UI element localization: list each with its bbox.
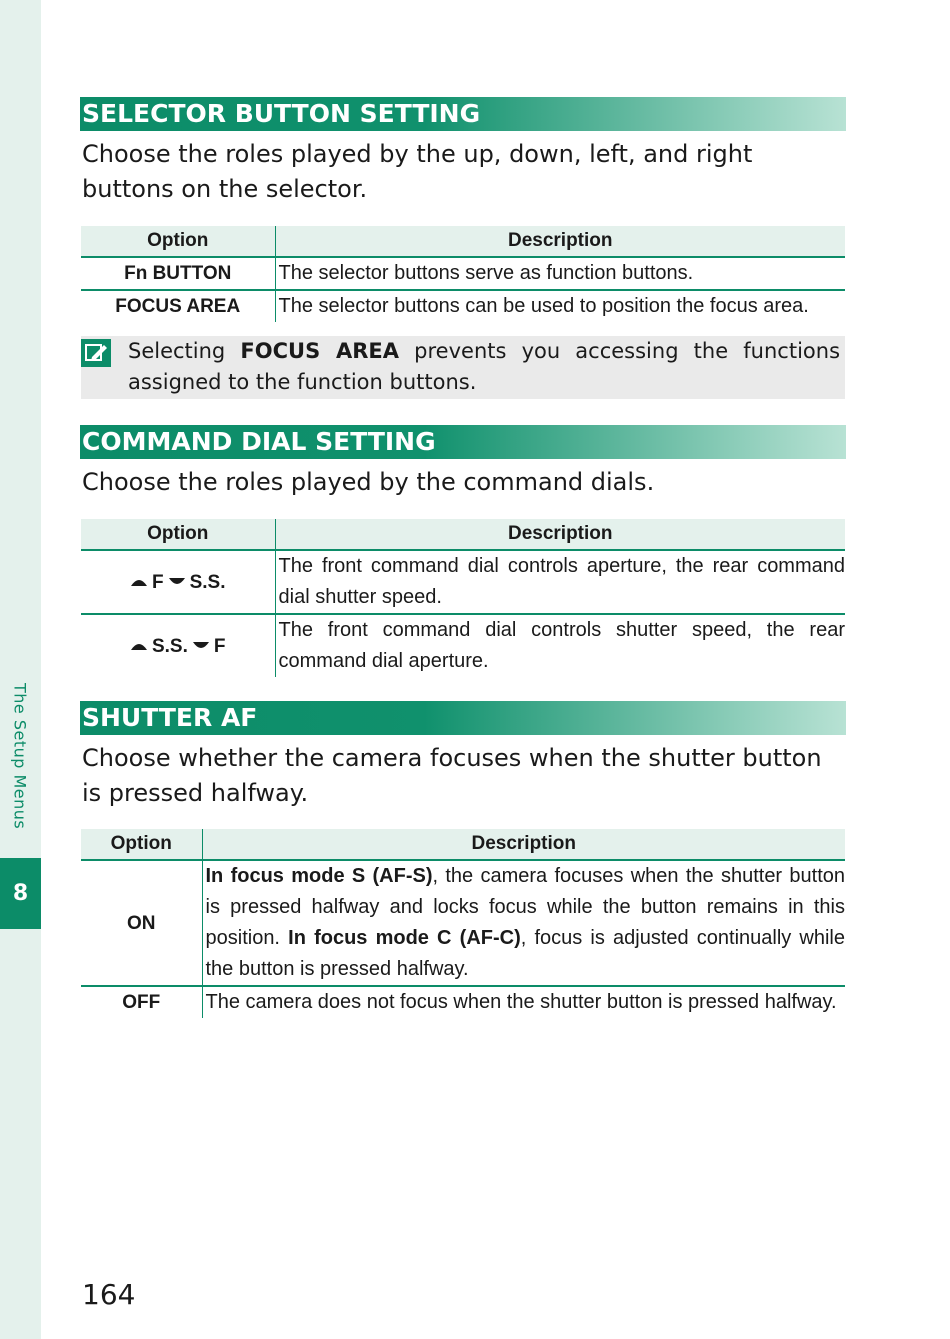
front-dial-icon [130, 641, 148, 651]
header-description: Description [275, 226, 845, 257]
section-title-selector: SELECTOR BUTTON SETTING [80, 97, 846, 131]
header-option: Option [81, 519, 275, 550]
table-header [81, 519, 845, 550]
option-cell: ON [81, 860, 202, 986]
note-box [81, 336, 845, 399]
header-option: Option [81, 829, 202, 860]
rear-dial-icon [168, 577, 186, 587]
table-row [81, 614, 845, 677]
table-row [81, 290, 845, 322]
shutter-table [81, 829, 845, 1018]
option-cell [81, 550, 275, 614]
section-intro-selector: Choose the roles played by the up, down, left, and right buttons on the selector. [82, 140, 753, 203]
note-bold: FOCUS AREA [240, 339, 400, 363]
option-cell: OFF [81, 986, 202, 1018]
table-header [81, 226, 845, 257]
table-row [81, 257, 845, 290]
rear-dial-icon [192, 641, 210, 651]
desc-bold: In focus mode C (AF-C) [288, 927, 521, 949]
section-intro-command: Choose the roles played by the command dials. [82, 468, 655, 496]
header-option: Option [81, 226, 275, 257]
description-cell: The front command dial controls aperture, the rear command dial shutter speed. [275, 550, 845, 614]
note-pencil-icon [81, 339, 111, 367]
table-header [81, 829, 845, 860]
section-title-command: COMMAND DIAL SETTING [80, 425, 846, 459]
dial-value-front: F [151, 571, 164, 593]
desc-bold: In focus mode S (AF-S) [205, 865, 433, 887]
note-pre: Selecting [128, 339, 226, 363]
description-cell [202, 860, 845, 986]
description-cell: The front command dial controls shutter speed, the rear command dial aperture. [278, 619, 845, 672]
section-title-shutter: SHUTTER AF [80, 701, 846, 735]
description-cell: The selector buttons serve as function buttons. [275, 257, 845, 290]
description-cell: The camera does not focus when the shutter button is pressed halfway. [205, 991, 837, 1013]
front-dial-icon [130, 577, 148, 587]
dial-value-rear: F [213, 635, 226, 657]
section-intro-shutter: Choose whether the camera focuses when the shutter button is pressed halfway. [82, 744, 822, 807]
header-description: Description [202, 829, 845, 860]
desc-text: , the camera focuses when the shutter button is pressed halfway and locks focus while the button remains in this position. [205, 865, 846, 949]
selector-table [81, 226, 845, 322]
page-number: 164 [82, 1278, 136, 1311]
desc-text: , focus is adjusted continually while the button is pressed halfway. [205, 927, 845, 980]
command-table [81, 519, 845, 677]
description-cell: The selector buttons can be used to position the focus area. [278, 295, 809, 317]
header-description: Description [275, 519, 845, 550]
chapter-label: The Setup Menus [10, 683, 30, 830]
table-row [81, 860, 845, 986]
note-post: prevents you accessing the functions assigned to the function buttons. [128, 339, 841, 394]
dial-value-rear: S.S. [189, 571, 226, 593]
table-row [81, 550, 845, 614]
option-cell: FOCUS AREA [81, 290, 275, 322]
dial-value-front: S.S. [151, 635, 188, 657]
option-cell: Fn BUTTON [81, 257, 275, 290]
table-row [81, 986, 845, 1018]
chapter-tab: 8 [0, 858, 41, 929]
side-strip [0, 0, 41, 1339]
option-cell [81, 614, 275, 677]
note-text [128, 336, 840, 398]
